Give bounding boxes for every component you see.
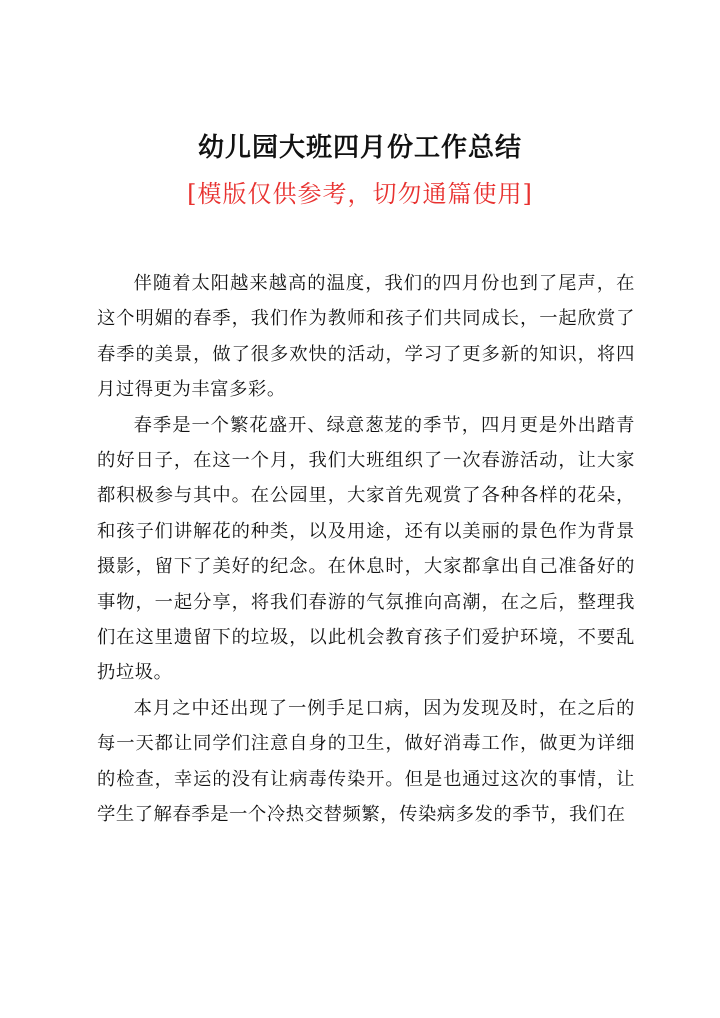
document-body bbox=[97, 266, 635, 833]
template-disclaimer: [模版仅供参考，切勿通篇使用] bbox=[187, 180, 533, 208]
paragraph-3: 本月之中还出现了一例手足口病，因为发现及时，在之后的每一天都让同学们注意自身的卫生，做好消毒工作，做更为详细的检查，幸运的没有让病毒传染开。但是也通过这次的事情，让学生了解春季是一个冷热交替频繁，传染病多发的季节，我们在 bbox=[97, 697, 635, 826]
document-title: 幼儿园大班四月份工作总结 bbox=[197, 133, 522, 163]
paragraph-1: 伴随着太阳越来越高的温度，我们的四月份也到了尾声，在这个明媚的春季，我们作为教师和孩子们共同成长，一起欣赏了春季的美景，做了很多欢快的活动，学习了更多新的知识，将四月过得更为丰富多彩。 bbox=[97, 273, 635, 401]
paragraph-2: 春季是一个繁花盛开、绿意葱茏的季节，四月更是外出踏青的好日子，在这一个月，我们大班组织了一次春游活动，让大家都积极参与其中。在公园里，大家首先观赏了各种各样的花朵，和孩子们讲解花的种类，以及用途，还有以美丽的景色作为背景摄影，留下了美好的纪念。在休息时，大家都拿出自己准备好的事物，一起分享，将我们春游的气氛推向高潮，在之后，整理我们在这里遗留下的垃圾，以此机会教育孩子们爱护环境，不要乱扔垃圾。 bbox=[97, 414, 635, 684]
